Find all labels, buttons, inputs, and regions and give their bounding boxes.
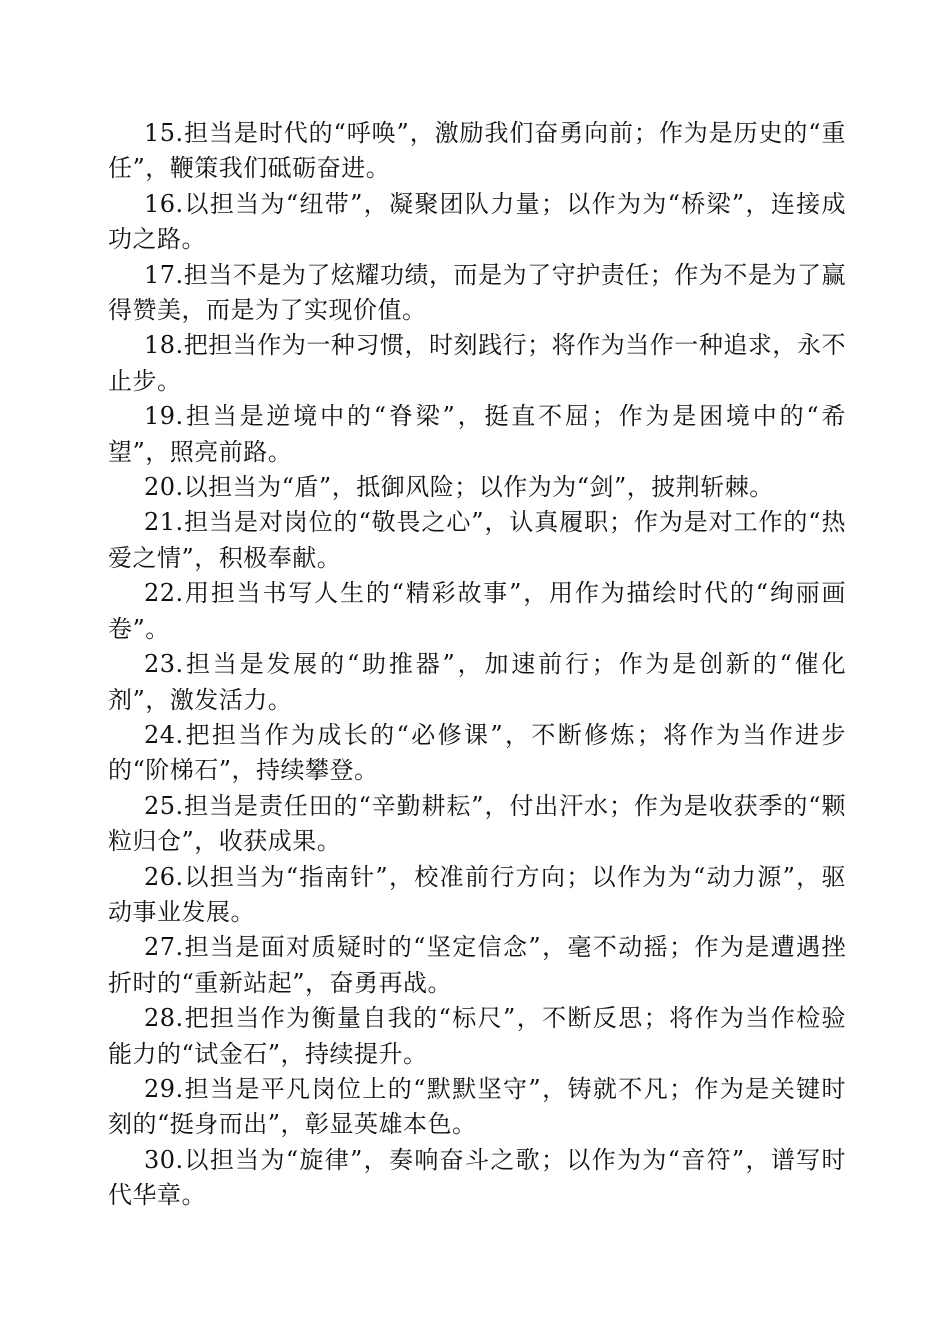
- paragraph-16: 16.以担当为“纽带”，凝聚团队力量；以作为为“桥梁”，连接成功之路。: [108, 189, 846, 254]
- paragraph-29: 29.担当是平凡岗位上的“默默坚守”，铸就不凡；作为是关键时刻的“挺身而出”，彰显英雄本色。: [108, 1074, 846, 1139]
- paragraph-21: 21.担当是对岗位的“敬畏之心”，认真履职；作为是对工作的“热爱之情”，积极奉献。: [108, 508, 846, 572]
- paragraph-23: 23.担当是发展的“助推器”，加速前行；作为是创新的“催化剂”，激发活力。: [108, 650, 846, 714]
- paragraph-15: 15.担当是时代的“呼唤”，激励我们奋勇向前；作为是历史的“重任”，鞭策我们砥砺奋进。: [108, 119, 846, 183]
- paragraph-27: 27.担当是面对质疑时的“坚定信念”，毫不动摇；作为是遭遇挫折时的“重新站起”，奋勇再战。: [108, 933, 846, 997]
- paragraph-18: 18.把担当作为一种习惯，时刻践行；将作为当作一种追求，永不止步。: [108, 331, 846, 395]
- paragraph-22: 22.用担当书写人生的“精彩故事”，用作为描绘时代的“绚丽画卷”。: [108, 579, 846, 643]
- paragraph-19: 19.担当是逆境中的“脊梁”，挺直不屈；作为是困境中的“希望”，照亮前路。: [108, 402, 846, 466]
- paragraph-28: 28.把担当作为衡量自我的“标尺”，不断反思；将作为当作检验能力的“试金石”，持续提升。: [108, 1004, 846, 1068]
- paragraph-17: 17.担当不是为了炫耀功绩，而是为了守护责任；作为不是为了赢得赞美，而是为了实现价值。: [108, 260, 846, 325]
- paragraph-25: 25.担当是责任田的“辛勤耕耘”，付出汗水；作为是收获季的“颗粒归仓”，收获成果。: [108, 791, 846, 856]
- paragraph-26: 26.以担当为“指南针”，校准前行方向；以作为为“动力源”，驱动事业发展。: [108, 862, 846, 926]
- paragraph-24: 24.把担当作为成长的“必修课”，不断修炼；将作为当作进步的“阶梯石”，持续攀登。: [108, 720, 846, 785]
- document-page: [108, 116, 846, 1214]
- paragraph-30: 30.以担当为“旋律”，奏响奋斗之歌；以作为为“音符”，谱写时代华章。: [108, 1145, 846, 1210]
- paragraph-20: 20.以担当为“盾”，抵御风险；以作为为“剑”，披荆斩棘。: [144, 473, 774, 502]
